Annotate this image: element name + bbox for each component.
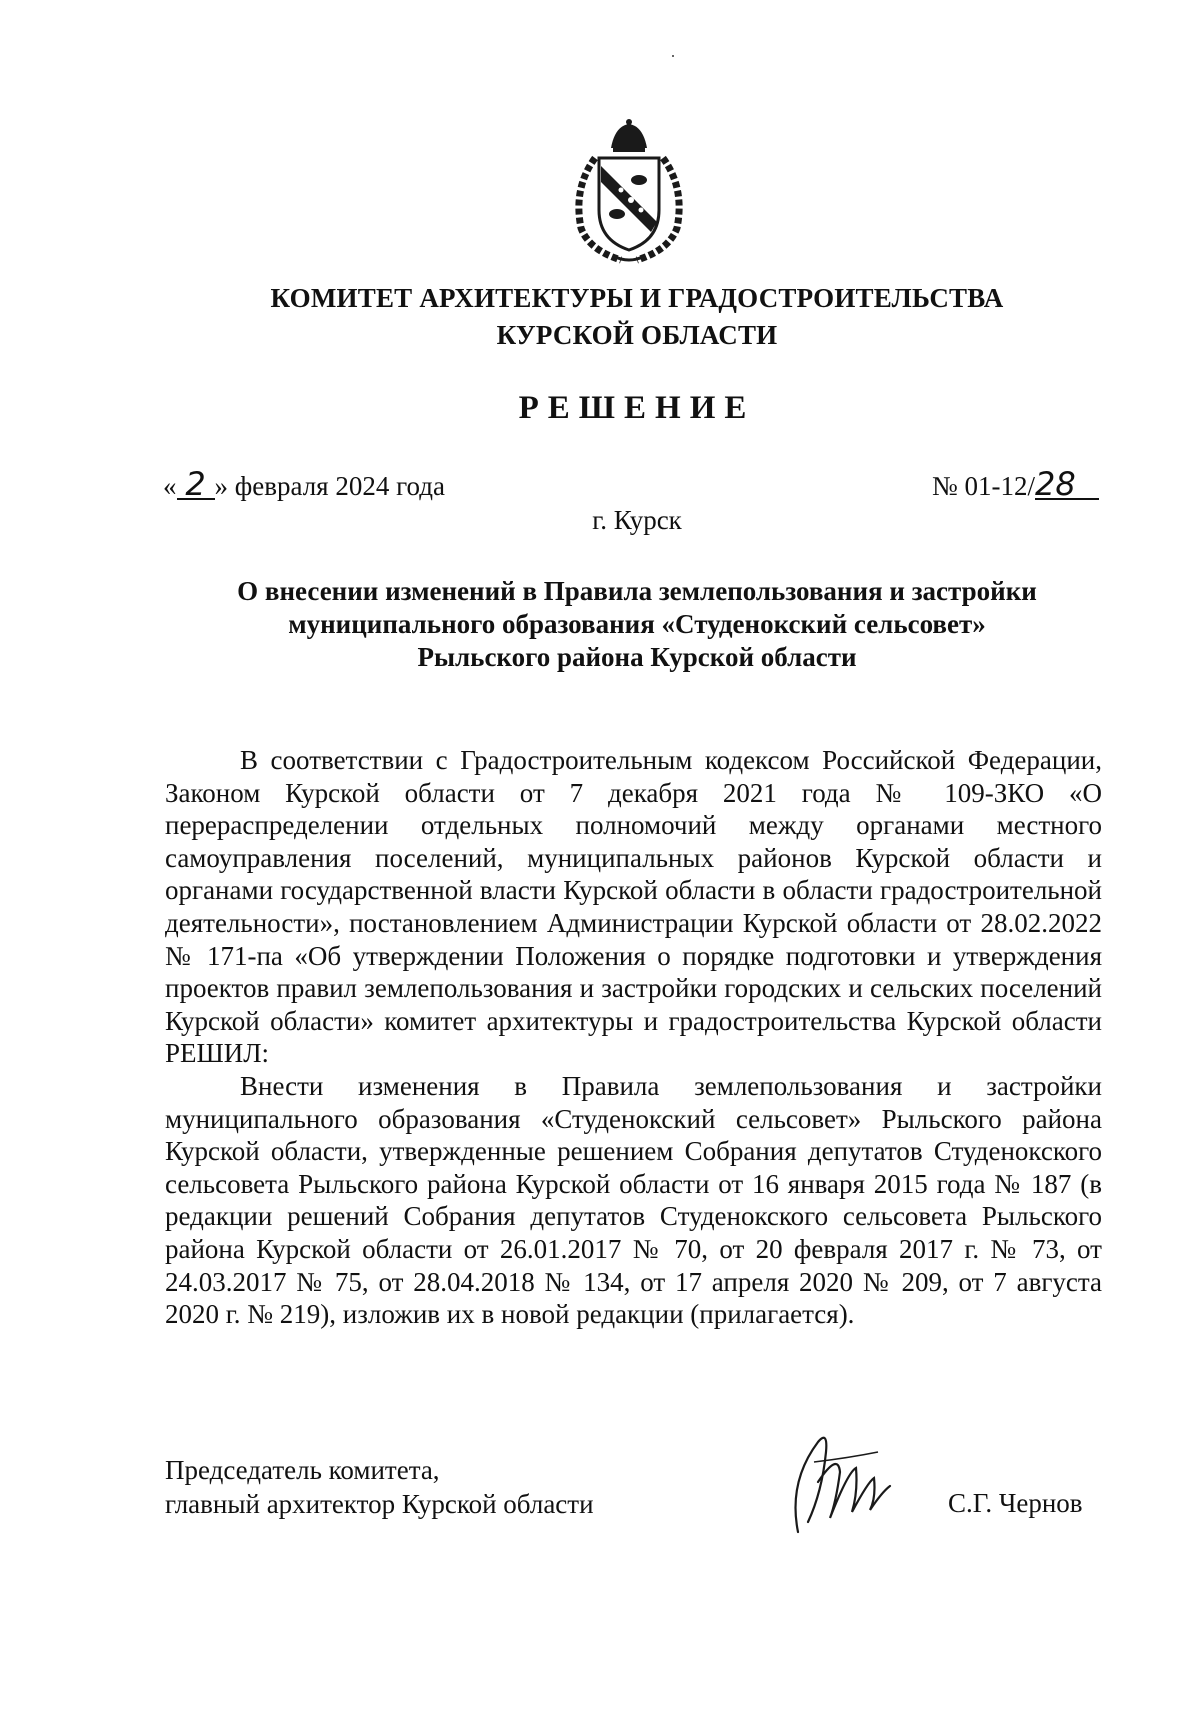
date-month-year: » февраля 2024 года (214, 471, 445, 501)
title-line3: Рыльского района Курской области (417, 642, 857, 672)
signer-name: С.Г. Чернов (948, 1488, 1083, 1518)
title-line2: муниципального образования «Студенокский сельсовет» (288, 609, 986, 639)
body-paragraph-2: Внести изменения в Правила землепользования и застройки муниципального образования «Студенокский сельсовет» Рыльского района Курской области, утвержденные решением Собрания депутатов Студенокского сельсовета Рыльского района Курской области от 16 января 2015 года № 187 (в редакции решений Собрания депутатов Студенокского сельсовета Рыльского района Курской области от 26.01.2017 № 70, от 20 февраля 2017 г. № 73, от 24.03.2017 № 75, от 28.04.2018 № 134, от 17 апреля 2020 № 209, от 7 августа 2020 г. № 219), изложив их в новой редакции (прилагается). (165, 1070, 1102, 1330)
number-handwritten: 28 (1035, 470, 1099, 500)
document-number (932, 465, 1099, 503)
scan-speck (672, 55, 674, 57)
handwritten-signature-icon (778, 1422, 908, 1542)
position-line1: Председатель комитета, (165, 1455, 440, 1485)
organization-name-line1: КОМИТЕТ АРХИТЕКТУРЫ И ГРАДОСТРОИТЕЛЬСТВА (270, 283, 1004, 313)
document-type: РЕШЕНИЕ (518, 390, 756, 426)
document-title (0, 575, 1200, 674)
body-paragraph-1: В соответствии с Градостроительным кодексом Российской Федерации, Законом Курской области от 7 декабря 2021 года № 109-ЗКО «О перераспределении отдельных полномочий между органами местного самоуправления поселений, муниципальных районов Курской области и органами государственной власти Курской области в области градостроительной деятельности», постановлением Администрации Курской области от 28.02.2022 № 171-па «Об утверждении Положения о порядке подготовки и утверждения проектов правил землепользования и застройки городских и сельских поселений Курской области» комитет архитектуры и градостроительства Курской области РЕШИЛ: (165, 745, 1102, 1069)
document-city: г. Курск (592, 505, 682, 535)
number-prefix: № 01-12/ (932, 471, 1036, 501)
date-day-handwritten: 2 (177, 470, 215, 500)
date-open-quote: « (163, 471, 177, 501)
organization-name-line2: КУРСКОЙ ОБЛАСТИ (496, 320, 778, 350)
document-date (163, 465, 445, 503)
position-line2: главный архитектор Курской области (165, 1489, 594, 1519)
document-body (165, 744, 1102, 1331)
title-line1: О внесении изменений в Правила землепользования и застройки (237, 576, 1037, 606)
signatory-position (165, 1453, 594, 1521)
coat-of-arms-icon (555, 118, 703, 266)
